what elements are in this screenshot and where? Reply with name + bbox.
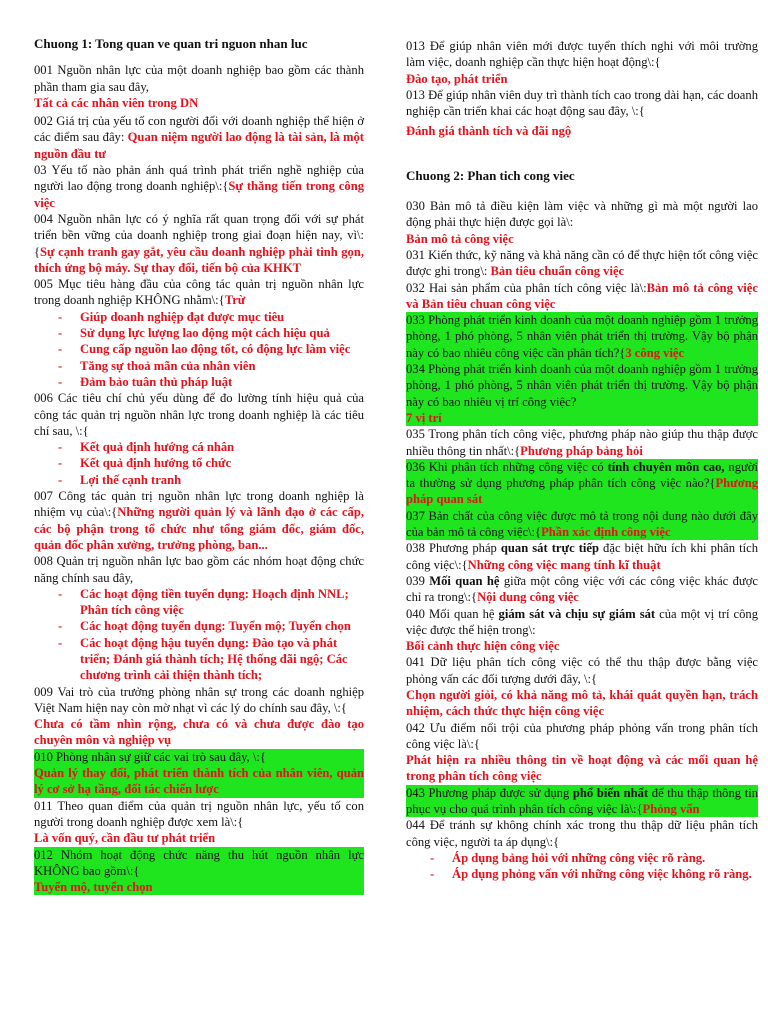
question-text: 033 Phòng phát triển kinh doanh của một doanh nghiệp gồm 1 trưởng phòng, 1 phó phòng, 5 nhân viên phát triển thị trường. Vậy bộ phận này có bao nhiêu công việc cần phân tích?{: [406, 313, 758, 360]
question-text: 002 Giá trị của yếu tố con người đối với doanh nghiệp thể hiện ở các điểm sau đây:: [34, 114, 364, 145]
answer-list-008: [34, 586, 364, 684]
question-text: 013 Để giúp nhân viên mới được tuyển thích nghi với môi trường làm việc, doanh nghiệp cần thực hiện hoạt động\:{: [406, 39, 758, 70]
answer: Quản lý thay đổi, phát triển thành tích của nhân viên, quản lý cơ sở hạ tầng, đối tác chiến lược: [34, 766, 364, 797]
answer: Phát hiện ra nhiều thông tin về hoạt động và các mối quan hệ trong phân tích công việc: [406, 753, 758, 784]
question-text: 039: [406, 573, 430, 588]
answer: Sự cạnh tranh gay gắt, yêu cầu doanh nghiệp phải tinh gọn, thích ứng bộ máy. Sự thay đổi, tiến bộ của KHKT: [34, 244, 364, 275]
question-039: [406, 573, 758, 606]
question-text: 010 Phòng nhân sự giữ các vai trò sau đây, \:{: [34, 749, 266, 764]
question-040: [406, 606, 758, 655]
list-item: - Các hoạt động tiền tuyển dụng: Hoạch định NNL; Phân tích công việc: [58, 586, 364, 619]
question-text: 008 Quản trị nguồn nhân lực bao gồm các nhóm hoạt động chức năng chính sau đây,: [34, 554, 364, 585]
question-006: [34, 390, 364, 439]
question-text: đặc biệt hữu ích khi phân tích công việc\:{: [406, 541, 758, 572]
list-item: - Áp dụng bảng hỏi với những công việc rõ ràng.: [430, 850, 758, 866]
question-044: [406, 817, 758, 850]
question-011: [34, 798, 364, 847]
question-text: 036 Khi phân tích những công việc có: [406, 459, 608, 474]
question-012: [34, 847, 364, 896]
list-item: - Các hoạt động hậu tuyển dụng: Đào tạo và phát triển; Đánh giá thành tích; Hệ thống đãi ngộ; Các chương trình cải thiện thành tích;: [58, 635, 364, 684]
answer-list-005: [34, 309, 364, 390]
question-text: 011 Theo quan điểm của quản trị nguồn nhân lực, yếu tố con người trong doanh nghiệp được xem là\:{: [34, 798, 364, 829]
question-043: [406, 785, 758, 818]
question-text: 030 Bản mô tả điều kiện làm việc và những gì mà một người lao động phải thực hiện được gọi là\:: [406, 199, 758, 230]
question-text: 042 Ưu điểm nổi trội của phương pháp phỏng vấn trong phân tích công việc là\:{: [406, 720, 758, 751]
answer: Phần xác định công việc: [541, 525, 671, 540]
question-text: 044 Để tránh sự không chính xác trong thu thập dữ liệu phân tích công việc, người ta áp dụng\:{: [406, 818, 758, 849]
answer: Chưa có tầm nhìn rộng, chưa có và chưa được đào tạo chuyên môn và nghiệp vụ: [34, 717, 364, 748]
answer: Đánh giá thành tích và đãi ngộ: [406, 124, 572, 139]
question-005: [34, 276, 364, 309]
emphasis: phổ biến nhất: [572, 785, 649, 800]
answer: Bản tiêu chuẩn công việc: [490, 264, 625, 279]
list-item: - Cung cấp nguồn lao động tốt, có động lực làm việc: [58, 341, 364, 357]
question-text: 001 Nguồn nhân lực của một doanh nghiệp bao gồm các thành phần tham gia sau đây,: [34, 63, 364, 94]
answer: Phỏng vấn: [642, 802, 700, 817]
emphasis: quan sát trực tiếp: [500, 541, 599, 556]
question-text: 037 Bản chất của công việc được mô tả trong nội dung nào dưới đây của bản mô tả công việc\:{: [406, 508, 758, 540]
chapter-2-heading: Chuong 2: Phan tich cong viec: [406, 167, 575, 183]
emphasis: giám sát và chịu sự giám sát: [498, 606, 656, 621]
question-text: 004 Nguồn nhân lực có ý nghĩa rất quan trọng đối với sự phát triển bền vững của doanh nghiệp trong giai đoạn hiện nay, vì\:{: [34, 211, 364, 259]
answer-list-006: [34, 439, 364, 488]
question-009: [34, 684, 364, 749]
answer: 7 vị trí: [406, 410, 442, 425]
answer-list-044: [406, 850, 758, 883]
question-text: 006 Các tiêu chí chủ yếu dùng để đo lường tính hiệu quả của công tác quản trị nguồn nhân lực trong doanh nghiệp là các tiêu chí sau, \:{: [34, 391, 364, 438]
answer: Đào tạo, phát triển: [406, 71, 508, 86]
question-text: 03 Yếu tố nào phản ánh quá trình phát triển nghề nghiệp của người lao động trong doanh nghiệp\:{: [34, 163, 364, 194]
question-text: 009 Vai trò của trưởng phòng nhân sự trong các doanh nghiệp Việt Nam hiện nay còn mờ nhạt vì các lý do chính sau đây, \:{: [34, 684, 364, 715]
answer: Những công việc mang tính kĩ thuật: [467, 557, 661, 572]
chapter-1-heading: Chuong 1: Tong quan ve quan tri nguon nhan luc: [34, 36, 308, 51]
question-034: [406, 361, 758, 426]
answer: Quan niệm người lao động là tài sản, là một nguồn đầu tư: [34, 130, 364, 161]
answer: 3 công việc: [625, 345, 685, 360]
question-text: giữa một công việc với các công việc khác được chỉ ra trong\:{: [406, 573, 758, 605]
answer: Là vốn quý, cần đầu tư phát triển: [34, 831, 216, 846]
answer: Chọn người giỏi, có khả năng mô tả, khái quát quyền hạn, trách nhiệm, cách thức thực hiện công việc: [406, 687, 758, 719]
list-item: - Các hoạt động tuyển dụng: Tuyển mộ; Tuyển chọn: [58, 618, 364, 634]
answer: Phương pháp bảng hỏi: [520, 443, 643, 458]
emphasis: tính chuyên môn cao,: [607, 459, 725, 474]
list-item: - Kết quả định hướng tổ chức: [58, 455, 364, 471]
question-text: 031 Kiến thức, kỹ năng và khả năng cần có để thực hiện tốt công việc được ghi trong\:: [406, 247, 758, 279]
question-036: [406, 459, 758, 508]
question-033: [406, 312, 758, 361]
question-031: [406, 247, 758, 280]
answer: Tất cả các nhân viên trong DN: [34, 95, 199, 110]
question-037: [406, 508, 758, 541]
question-002: [34, 113, 364, 162]
answer: Tuyển mộ, tuyển chọn: [34, 880, 153, 895]
left-column: [34, 36, 364, 895]
answer: Những người quản lý và lãnh đạo ở các cấp, các bộ phận trong tổ chức như tổng giám đốc, giám đốc, quản đốc phân xưởng, trưởng phòng, ban...: [34, 505, 364, 552]
question-text: 040 Mối quan hệ: [406, 606, 499, 621]
question-010: [34, 749, 364, 798]
question-text: 043 Phương pháp được sử dụng: [406, 785, 573, 800]
question-text: 038 Phương pháp: [406, 541, 501, 556]
answer: Bối cảnh thực hiện công việc: [406, 639, 560, 654]
question-text: 035 Trong phân tích công việc, phương pháp nào giúp thu thập được nhiều thông tin nhất\:{: [406, 427, 758, 458]
right-column: [406, 38, 758, 883]
question-030: [406, 198, 758, 247]
question-text: của một vị trí công việc được thể hiện trong\:: [406, 606, 758, 637]
list-item: - Sử dụng lực lượng lao động một cách hiệu quả: [58, 325, 364, 341]
list-item: - Đảm bảo tuân thủ pháp luật: [58, 374, 364, 390]
question-041: [406, 654, 758, 719]
question-008: [34, 553, 364, 586]
list-item: - Lợi thế cạnh tranh: [58, 472, 364, 488]
list-item: - Áp dụng phỏng vấn với những công việc không rõ ràng.: [430, 866, 758, 882]
answer: Nội dung công việc: [477, 590, 579, 605]
question-text: 034 Phòng phát triển kinh doanh của một doanh nghiệp gồm 1 trưởng phòng, 1 phó phòng, 5 nhân viên phát triển thị trường. Vậy bộ phận này có bao nhiêu vị trí công việc?: [406, 362, 758, 409]
question-text: 005 Mục tiêu hàng đầu của công tác quản trị nguồn nhân lực trong doanh nghiệp KHÔNG nhằm\:{: [34, 277, 364, 308]
answer: Phương pháp quan sát: [406, 476, 758, 507]
question-text: 007 Công tác quản trị nguồn nhân lực trong doanh nghiệp là nhiệm vụ của\:{: [34, 489, 364, 520]
question-003: [34, 162, 364, 211]
list-item: - Giúp doanh nghiệp đạt được mục tiêu: [58, 309, 364, 325]
answer: Bản mô tả công việc: [406, 231, 514, 246]
question-035: [406, 426, 758, 459]
question-007: [34, 488, 364, 553]
question-013b: [406, 87, 758, 140]
question-042: [406, 720, 758, 785]
question-text: 012 Nhóm hoạt động chức năng thu hút nguồn nhân lực KHÔNG bao gồm\:{: [34, 847, 364, 878]
answer: Bản mô tả công việc và Bản tiêu chuan công việc: [406, 280, 758, 311]
question-text: người ta thường sử dụng phương pháp phân tích công việc nào?{: [406, 459, 758, 491]
question-text: để thu thập thông tin phục vụ cho quá trình phân tích công việc là\:{: [406, 785, 758, 817]
question-text: 041 Dữ liệu phân tích công việc có thể thu thập được bằng việc phỏng vấn các đối tượng dưới đây, \:{: [406, 655, 758, 686]
question-013a: [406, 38, 758, 87]
question-004: [34, 211, 364, 276]
list-item: - Kết quả định hướng cá nhân: [58, 439, 364, 455]
list-item: - Tăng sự thoả mãn của nhân viên: [58, 358, 364, 374]
question-text: 032 Hai sản phẩm của phân tích công việc là\:: [406, 280, 647, 295]
question-001: [34, 62, 364, 111]
emphasis: Mối quan hệ: [429, 573, 500, 588]
question-text: 013 Để giúp nhân viên duy trì thành tích cao trong dài hạn, các doanh nghiệp cần triển khai các hoạt động sau đây, \:{: [406, 87, 758, 119]
question-032: [406, 280, 758, 313]
answer: Trừ: [224, 293, 246, 308]
question-038: [406, 540, 758, 573]
answer: Sự thăng tiến trong công việc: [34, 179, 364, 210]
